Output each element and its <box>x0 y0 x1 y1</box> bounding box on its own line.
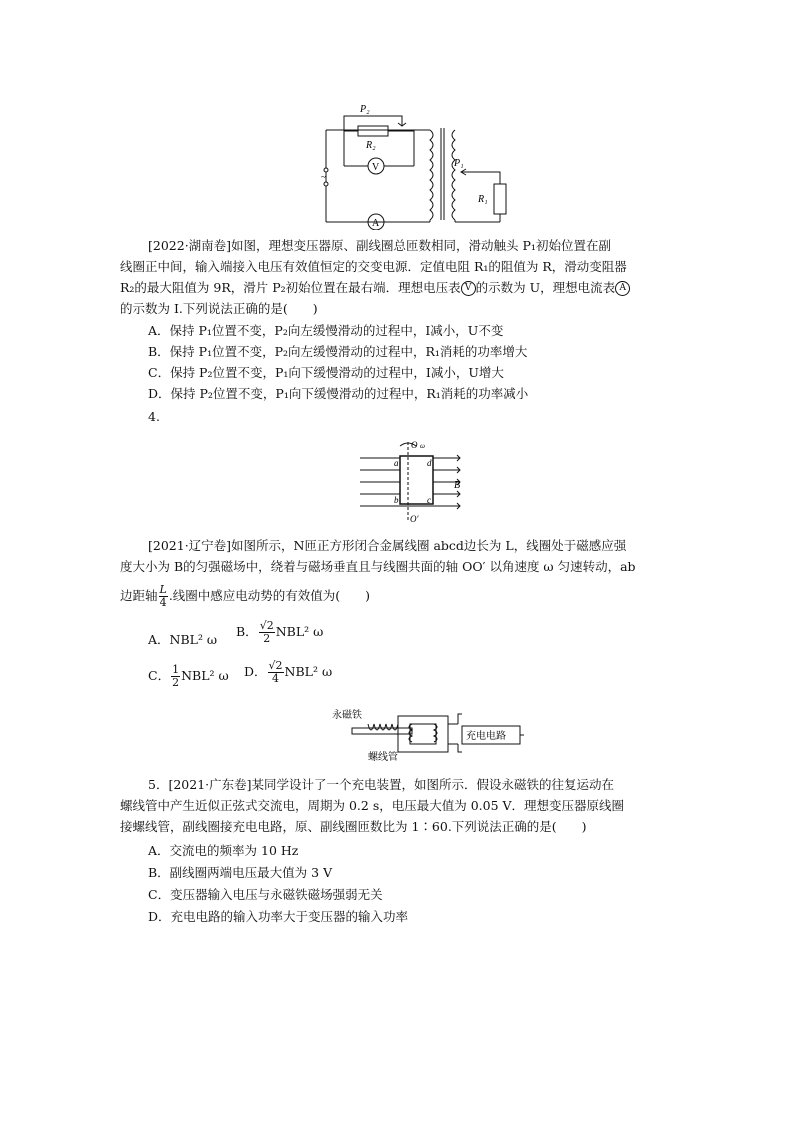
r2-label: R₂ <box>366 140 376 151</box>
axis-o-prime-label: O′ <box>410 514 419 524</box>
q4-option-c: C． $\frac{1}{2}$ NBL² ω <box>148 663 229 689</box>
q3-stem-line-3: R₂的最大阻值为 9R，滑片 P₂初始位置在最右端．理想电压表 V 的示数为 U，理想电流表 A <box>120 279 630 297</box>
q5-stem-line-1: 5．[2021·广东卷]某同学设计了一个充电装置，如图所示．假设永磁铁的往复运动在 <box>148 777 615 792</box>
q4-option-d: D． $\frac{√2}{4}$ NBL² ω <box>244 659 333 685</box>
q3-option-b: B．保持 P₁位置不变，P₂向左缓慢滑动的过程中，R₁消耗的功率增大 <box>148 344 528 359</box>
q5-option-c: C．变压器输入电压与永磁铁磁场强弱无关 <box>148 887 383 902</box>
field-b-label: B <box>454 480 461 491</box>
q4-option-a: A．NBL² ω <box>148 632 218 647</box>
omega-label: ω <box>420 442 425 450</box>
q3-source: [2022·湖南卷] <box>148 238 232 253</box>
fraction-l-over-4: $\frac{L}{4}$ <box>159 583 167 609</box>
charging-circuit-label: 充电电路 <box>466 731 506 742</box>
q3-option-a: A．保持 P₁位置不变，P₂向左缓慢滑动的过程中，I减小，U不变 <box>148 323 504 338</box>
q3-option-d: D．保持 P₂位置不变，P₁向下缓慢滑动的过程中，R₁消耗的功率减小 <box>148 386 529 401</box>
q4-number: 4. <box>148 409 160 424</box>
rotating-coil-figure <box>360 436 470 526</box>
r1-label: R₁ <box>478 194 488 205</box>
vertex-d-label: d <box>427 458 432 468</box>
q4-stem-line-1: [2021·辽宁卷]如图所示，N匝正方形闭合金属线圈 abcd边长为 L，线圈处于磁感应强 <box>148 538 627 553</box>
ammeter-label: A <box>372 218 380 229</box>
charging-device-figure <box>332 706 532 764</box>
axis-o-label: O <box>411 440 418 450</box>
q3-option-c: C．保持 P₂位置不变，P₁向下缓慢滑动的过程中，I减小，U增大 <box>148 365 504 380</box>
q5-stem-line-2: 螺线管中产生近似正弦式交流电，周期为 0.2 s，电压最大值为 0.05 V．理想变压器原线圈 <box>120 798 625 813</box>
q3-stem-line-2: 线圈正中间，输入端接入电压有效值恒定的交变电源．定值电阻 R₁的阻值为 R，滑动变阻器 <box>120 259 627 274</box>
magnet-label: 永磁铁 <box>332 710 362 721</box>
vertex-c-label: c <box>427 495 431 505</box>
transformer-circuit-figure <box>318 100 518 230</box>
q4-option-b: B． $\frac{√2}{2}$ NBL² ω <box>236 619 324 645</box>
q5-option-a: A．交流电的频率为 10 Hz <box>148 843 299 858</box>
voltmeter-label: V <box>372 162 380 173</box>
solenoid-label: 螺线管 <box>368 752 398 763</box>
voltmeter-symbol: V <box>461 281 476 296</box>
q3-stem-line-4: 的示数为 I.下列说法正确的是( ) <box>120 301 318 316</box>
q3-stem-line-1: [2022·湖南卷]如图，理想变压器原、副线圈总匝数相同，滑动触头 P₁初始位置在副 <box>148 238 611 253</box>
q5-option-d: D．充电电路的输入功率大于变压器的输入功率 <box>148 909 409 924</box>
ammeter-symbol: A <box>615 281 630 296</box>
q4-source: [2021·辽宁卷] <box>148 538 232 553</box>
p2-label: P₂ <box>360 104 370 115</box>
q4-stem-line-2: 度大小为 B的匀强磁场中，绕着与磁场垂直且与线圈共面的轴 OO′ 以角速度 ω 匀速转动，ab <box>120 559 636 574</box>
ac-source-label: ~ <box>321 172 326 182</box>
p1-label: P₁ <box>454 158 464 169</box>
q5-stem-line-3: 接螺线管，副线圈接充电电路，原、副线圈匝数比为 1∶60.下列说法正确的是( ) <box>120 819 587 834</box>
q4-stem-line-3: 边距轴 $\frac{L}{4}$ .线圈中感应电动势的有效值为( ) <box>120 583 371 609</box>
vertex-b-label: b <box>394 495 399 505</box>
vertex-a-label: a <box>394 458 399 468</box>
q5-source: [2021·广东卷] <box>168 777 252 792</box>
q5-option-b: B．副线圈两端电压最大值为 3 V <box>148 865 333 880</box>
